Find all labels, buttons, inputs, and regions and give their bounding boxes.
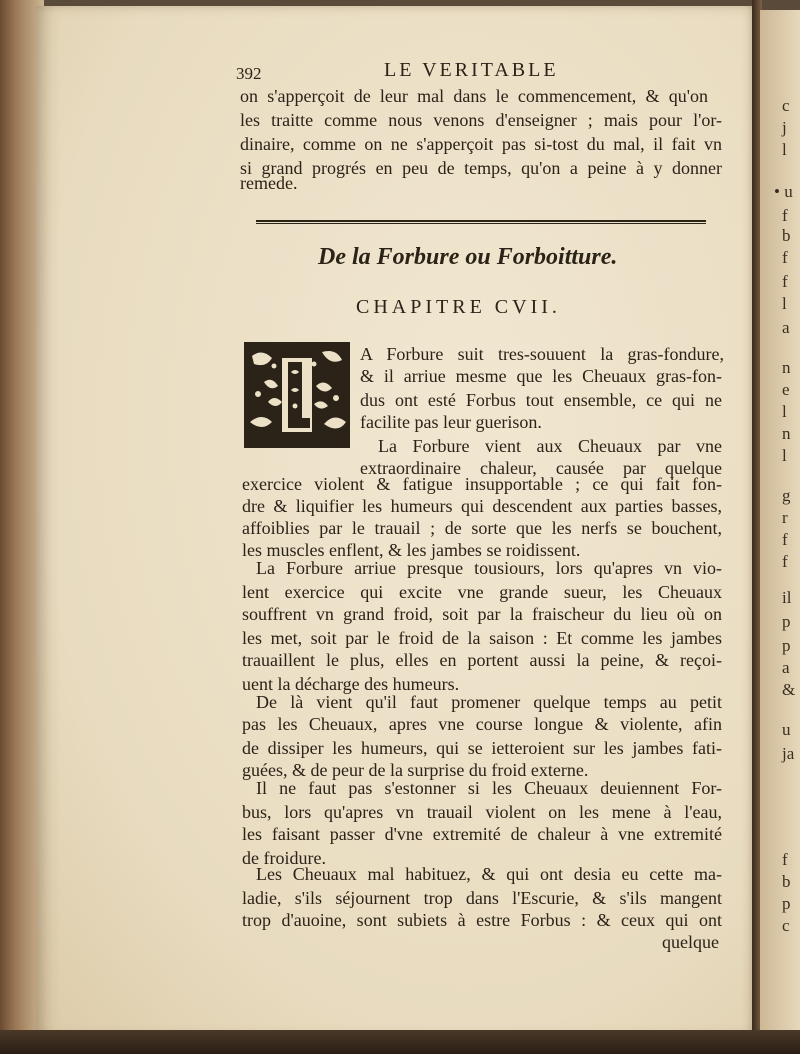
text-line: Il ne faut pas s'estonner si les Cheuaux deuiennent For- (256, 778, 722, 798)
facing-page-fragment: f (782, 530, 788, 549)
facing-page-fragment: c (782, 96, 790, 115)
text-line: A Forbure suit tres-souuent la gras-fondure, (360, 344, 724, 364)
facing-page-fragment: p (782, 612, 791, 631)
facing-page-fragment: & (782, 680, 796, 699)
text-line: La Forbure vient aux Cheuaux par vne (378, 436, 722, 456)
facing-page-fragment: • u (774, 182, 793, 201)
text-line: dre & liquifier les humeurs qui descendent aux parties basses, (242, 496, 722, 516)
facing-page-fragment: n (782, 424, 791, 443)
text-line: bus, lors qu'apres vn trauail violent on les mene à l'eau, (242, 802, 722, 822)
facing-page-fragment: ja (782, 744, 795, 763)
text-line: souffrent vn grand froid, soit par la fraischeur du lieu où on (242, 604, 722, 624)
facing-page-fragment: l (782, 446, 787, 465)
text-line: affoiblies par le trauail ; de sorte que les nerfs se bouchent, (242, 518, 722, 538)
facing-page-fragment: p (782, 636, 791, 655)
text-line: & il arriue mesme que les Cheuaux gras-fon- (360, 366, 722, 386)
text-line: les traitte comme nous venons d'enseigner ; mais pour l'or- (240, 110, 722, 130)
section-title: De la Forbure ou Forboitture. (318, 244, 618, 270)
facing-page-fragment: p (782, 894, 791, 913)
page-number: 392 (236, 64, 262, 83)
facing-page-fragment: n (782, 358, 791, 377)
text-line: uent la décharge des humeurs. (242, 674, 460, 694)
text-line: de dissiper les humeurs, qui se ietteroient sur les jambes fati- (242, 738, 722, 758)
facing-page-fragment: b (782, 872, 791, 891)
text-line: les muscles enflent, & les jambes se roidissent. (242, 540, 581, 560)
text-line: ladie, s'ils séjournent trop dans l'Escurie, & s'ils mangent (242, 888, 722, 908)
facing-page-fragment: g (782, 486, 791, 505)
text-line: Les Cheuaux mal habituez, & qui ont desia eu cette ma- (256, 864, 722, 884)
text-line: facilite pas leur guerison. (360, 412, 542, 432)
text-line: on s'apperçoit de leur mal dans le commencement, & qu'on (240, 86, 708, 106)
text-line: La Forbure arriue presque tousiours, lors qu'apres vn vio- (256, 558, 722, 578)
facing-page-fragment: r (782, 508, 788, 527)
text-line: guées, & de peur de la surprise du froid externe. (242, 760, 589, 780)
text-line: les faisant passer d'vne extremité de chaleur à vne extremité (242, 824, 722, 844)
text-line: pas les Cheuaux, apres vne course longue & violente, afin (242, 714, 722, 734)
facing-page-fragment: b (782, 226, 791, 245)
facing-page-fragment: il (782, 588, 792, 607)
facing-page-fragment: f (782, 206, 788, 225)
facing-page-fragment: l (782, 294, 787, 313)
ornamental-dropcap (244, 342, 350, 448)
facing-page-fragment: f (782, 248, 788, 267)
facing-page-fragment: u (782, 720, 791, 739)
text-line: extraordinaire chaleur, causée par quelque (360, 458, 722, 478)
text-line: dinaire, comme on ne s'apperçoit pas si-tost du mal, il fait vn (240, 134, 722, 154)
text-line: quelque (662, 932, 719, 952)
facing-page-fragment: j (782, 118, 787, 137)
facing-page-edge (760, 10, 800, 1030)
facing-page-fragment: l (782, 140, 787, 159)
text-line: remede. (240, 173, 298, 193)
section-divider (256, 220, 706, 224)
book-bottom-edge (0, 1030, 800, 1054)
text-line: trop d'auoine, sont subiets à estre Forbus : & ceux qui ont (242, 910, 722, 930)
text-line: de froidure. (242, 848, 326, 868)
facing-page-fragment: f (782, 850, 788, 869)
running-title: LE VERITABLE (384, 59, 559, 81)
facing-page-fragment: e (782, 380, 790, 399)
facing-page-fragment: a (782, 658, 790, 677)
facing-page-fragment: f (782, 552, 788, 571)
facing-page-fragment: c (782, 916, 790, 935)
text-line: trauaillent le plus, elles en portent aussi la peine, & reçoi- (242, 650, 722, 670)
facing-page-fragment: f (782, 272, 788, 291)
text-line: si grand progrés en peu de temps, qu'on a peine à y donner (240, 158, 722, 178)
text-line: exercice violent & fatigue insupportable ; ce qui fait fon- (242, 474, 722, 494)
facing-page-fragment: a (782, 318, 790, 337)
facing-page-fragment: l (782, 402, 787, 421)
text-line: dus ont esté Forbus tout ensemble, ce qui ne (360, 390, 722, 410)
chapter-heading: CHAPITRE CVII. (356, 296, 561, 318)
text-line: les met, soit par le froid de la saison : Et comme les jambes (242, 628, 722, 648)
text-line: lent exercice qui excite vne grande sueur, les Cheuaux (242, 582, 722, 602)
text-line: De là vient qu'il faut promener quelque temps au petit (256, 692, 722, 712)
